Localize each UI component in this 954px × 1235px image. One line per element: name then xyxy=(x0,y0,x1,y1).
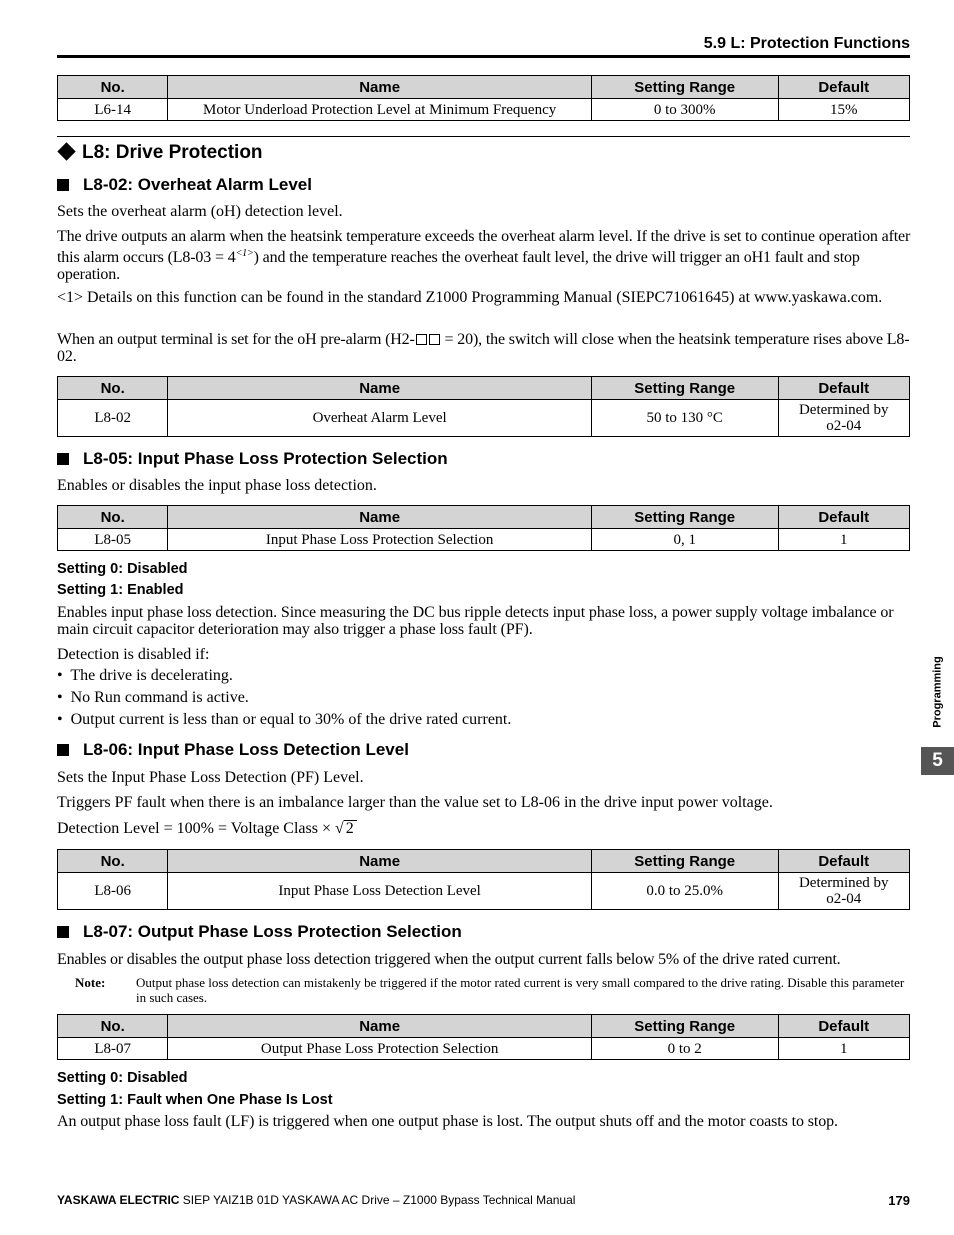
note-text: Output phase loss detection can mistakenly be triggered if the motor rated current is very small compared to the drive rating. Disable this parameter in such cases. xyxy=(136,975,905,1005)
list-item-text: Output current is less than or equal to 30% of the drive rated current. xyxy=(70,711,512,728)
side-tab-label: Programming xyxy=(931,656,944,728)
list-item-text: No Run command is active. xyxy=(70,689,249,706)
section-heading-l8 xyxy=(57,142,263,164)
col-header-default: Default xyxy=(778,377,909,400)
cell-default xyxy=(778,400,909,437)
note-label: Note: xyxy=(75,975,106,990)
l8-02-para-4 xyxy=(57,331,913,365)
heading-text: L8-07: Output Phase Loss Protection Selection xyxy=(83,922,462,941)
heading-l8-07 xyxy=(57,922,462,942)
col-header-default: Default xyxy=(778,1015,909,1038)
heading-text: L8-02: Overheat Alarm Level xyxy=(83,175,312,194)
sqrt-radicand: 2 xyxy=(344,820,357,836)
col-header-range: Setting Range xyxy=(591,506,778,529)
list-item-text: The drive is decelerating. xyxy=(70,667,233,684)
cell-name: Motor Underload Protection Level at Minimum Frequency xyxy=(168,99,591,121)
l8-05-para-2: Enables input phase loss detection. Since measuring the DC bus ripple detects input phase loss, a power supply voltage imbalance or main circuit capacitor deterioration may also trigger a phase loss fault (PF). xyxy=(57,604,894,638)
parameter-table-l8-02 xyxy=(57,376,910,437)
page-footer xyxy=(57,1193,910,1207)
square-bullet-icon xyxy=(57,453,69,465)
l8-05-setting-0: Setting 0: Disabled xyxy=(57,561,188,577)
cell-range: 50 to 130 °C xyxy=(591,400,778,437)
l8-07-para-2: An output phase loss fault (LF) is triggered when one output phase is lost. The output shuts off and the motor coasts to stop. xyxy=(57,1113,838,1130)
col-header-range: Setting Range xyxy=(591,1015,778,1038)
cell-range: 0 to 300% xyxy=(591,99,778,121)
placeholder-box-icon xyxy=(416,334,427,345)
list-item: • Output current is less than or equal to 30% of the drive rated current. xyxy=(57,711,512,728)
col-header-name: Name xyxy=(168,850,591,873)
l8-07-setting-1: Setting 1: Fault when One Phase Is Lost xyxy=(57,1092,333,1108)
footer-doc-title: SIEP YAIZ1B 01D YASKAWA AC Drive – Z1000 Bypass Technical Manual xyxy=(179,1193,576,1207)
col-header-name: Name xyxy=(168,1015,591,1038)
l8-05-setting-1: Setting 1: Enabled xyxy=(57,582,184,598)
l8-06-para-2: Triggers PF fault when there is an imbalance larger than the value set to L8-06 in the drive input power voltage. xyxy=(57,794,773,811)
col-header-default: Default xyxy=(778,850,909,873)
formula-text: Detection Level = 100% = Voltage Class × xyxy=(57,820,335,837)
cell-default: 15% xyxy=(778,99,909,121)
cell-no: L8-02 xyxy=(58,400,168,437)
l8-02-para-1: Sets the overheat alarm (oH) detection level. xyxy=(57,203,343,220)
l8-02-para-2 xyxy=(57,228,913,283)
l8-06-formula xyxy=(57,820,913,837)
cell-name: Input Phase Loss Protection Selection xyxy=(168,529,591,551)
diamond-icon xyxy=(57,143,75,161)
l8-06-para-1: Sets the Input Phase Loss Detection (PF) Level. xyxy=(57,769,364,786)
default-line-1: Determined by xyxy=(798,402,889,418)
sqrt-symbol: √ xyxy=(334,820,344,837)
cell-name: Input Phase Loss Detection Level xyxy=(168,873,591,910)
cell-name: Overheat Alarm Level xyxy=(168,400,591,437)
list-item: • No Run command is active. xyxy=(57,689,249,706)
heading-l8-05 xyxy=(57,449,448,469)
col-header-range: Setting Range xyxy=(591,377,778,400)
section-title: 5.9 L: Protection Functions xyxy=(703,35,910,52)
heading-l8-02 xyxy=(57,175,312,195)
cell-no: L6-14 xyxy=(58,99,168,121)
chapter-number-badge: 5 xyxy=(921,747,954,775)
l8-07-para-1: Enables or disables the output phase loss detection triggered when the output current falls below 5% of the drive rated current. xyxy=(57,951,841,968)
text-span: The drive outputs an alarm when the heatsink temperature exceeds the overheat alarm level. If the drive is set to continue operation after this alarm occurs (L8-03 = 4 xyxy=(57,228,911,266)
l8-02-para-3: <1> Details on this function can be found in the standard Z1000 Programming Manual (SIEPC71061645) at www.yaskawa.com. xyxy=(57,289,883,306)
col-header-range: Setting Range xyxy=(591,850,778,873)
text-span: = 20), the switch will close when the heatsink temperature rises above L8-02. xyxy=(57,331,910,365)
l8-05-para-3: Detection is disabled if: xyxy=(57,646,210,663)
parameter-table-l8-05 xyxy=(57,505,910,551)
col-header-no: No. xyxy=(58,377,168,400)
col-header-no: No. xyxy=(58,506,168,529)
cell-range: 0, 1 xyxy=(591,529,778,551)
l8-05-para-1: Enables or disables the input phase loss detection. xyxy=(57,477,377,494)
section-divider xyxy=(57,136,910,137)
cell-default: 1 xyxy=(778,1038,909,1060)
parameter-table-l8-07 xyxy=(57,1014,910,1060)
chapter-side-tab xyxy=(921,650,954,743)
page-header xyxy=(57,33,910,58)
l8-07-setting-0: Setting 0: Disabled xyxy=(57,1070,188,1086)
cell-no: L8-05 xyxy=(58,529,168,551)
cell-no: L8-06 xyxy=(58,873,168,910)
section-heading-text: L8: Drive Protection xyxy=(82,142,263,163)
col-header-no: No. xyxy=(58,76,168,99)
text-span: ) and the temperature reaches the overheat fault level, the drive will trigger an oH1 fault and stop operation. xyxy=(57,249,860,283)
cell-range: 0 to 2 xyxy=(591,1038,778,1060)
footer-brand: YASKAWA ELECTRIC xyxy=(57,1193,180,1207)
heading-l8-06 xyxy=(57,740,409,760)
page-number: 179 xyxy=(888,1193,910,1208)
heading-text: L8-05: Input Phase Loss Protection Selection xyxy=(83,449,448,468)
col-header-no: No. xyxy=(58,1015,168,1038)
default-line-1: Determined by xyxy=(798,875,889,891)
col-header-range: Setting Range xyxy=(591,76,778,99)
col-header-name: Name xyxy=(168,506,591,529)
heading-text: L8-06: Input Phase Loss Detection Level xyxy=(83,740,409,759)
col-header-name: Name xyxy=(168,377,591,400)
text-span: When an output terminal is set for the oH pre-alarm (H2- xyxy=(57,331,415,348)
square-bullet-icon xyxy=(57,926,69,938)
parameter-table-l8-06 xyxy=(57,849,910,910)
square-bullet-icon xyxy=(57,744,69,756)
parameter-table-l6-14 xyxy=(57,75,910,121)
default-line-2: o2-04 xyxy=(826,418,862,434)
list-item: • The drive is decelerating. xyxy=(57,667,233,684)
square-bullet-icon xyxy=(57,179,69,191)
col-header-default: Default xyxy=(778,76,909,99)
default-line-2: o2-04 xyxy=(826,891,862,907)
footnote-ref: <1> xyxy=(235,248,254,259)
cell-default: 1 xyxy=(778,529,909,551)
col-header-default: Default xyxy=(778,506,909,529)
cell-no: L8-07 xyxy=(58,1038,168,1060)
cell-default xyxy=(778,873,909,910)
cell-name: Output Phase Loss Protection Selection xyxy=(168,1038,591,1060)
placeholder-box-icon xyxy=(429,334,440,345)
col-header-name: Name xyxy=(168,76,591,99)
col-header-no: No. xyxy=(58,850,168,873)
cell-range: 0.0 to 25.0% xyxy=(591,873,778,910)
